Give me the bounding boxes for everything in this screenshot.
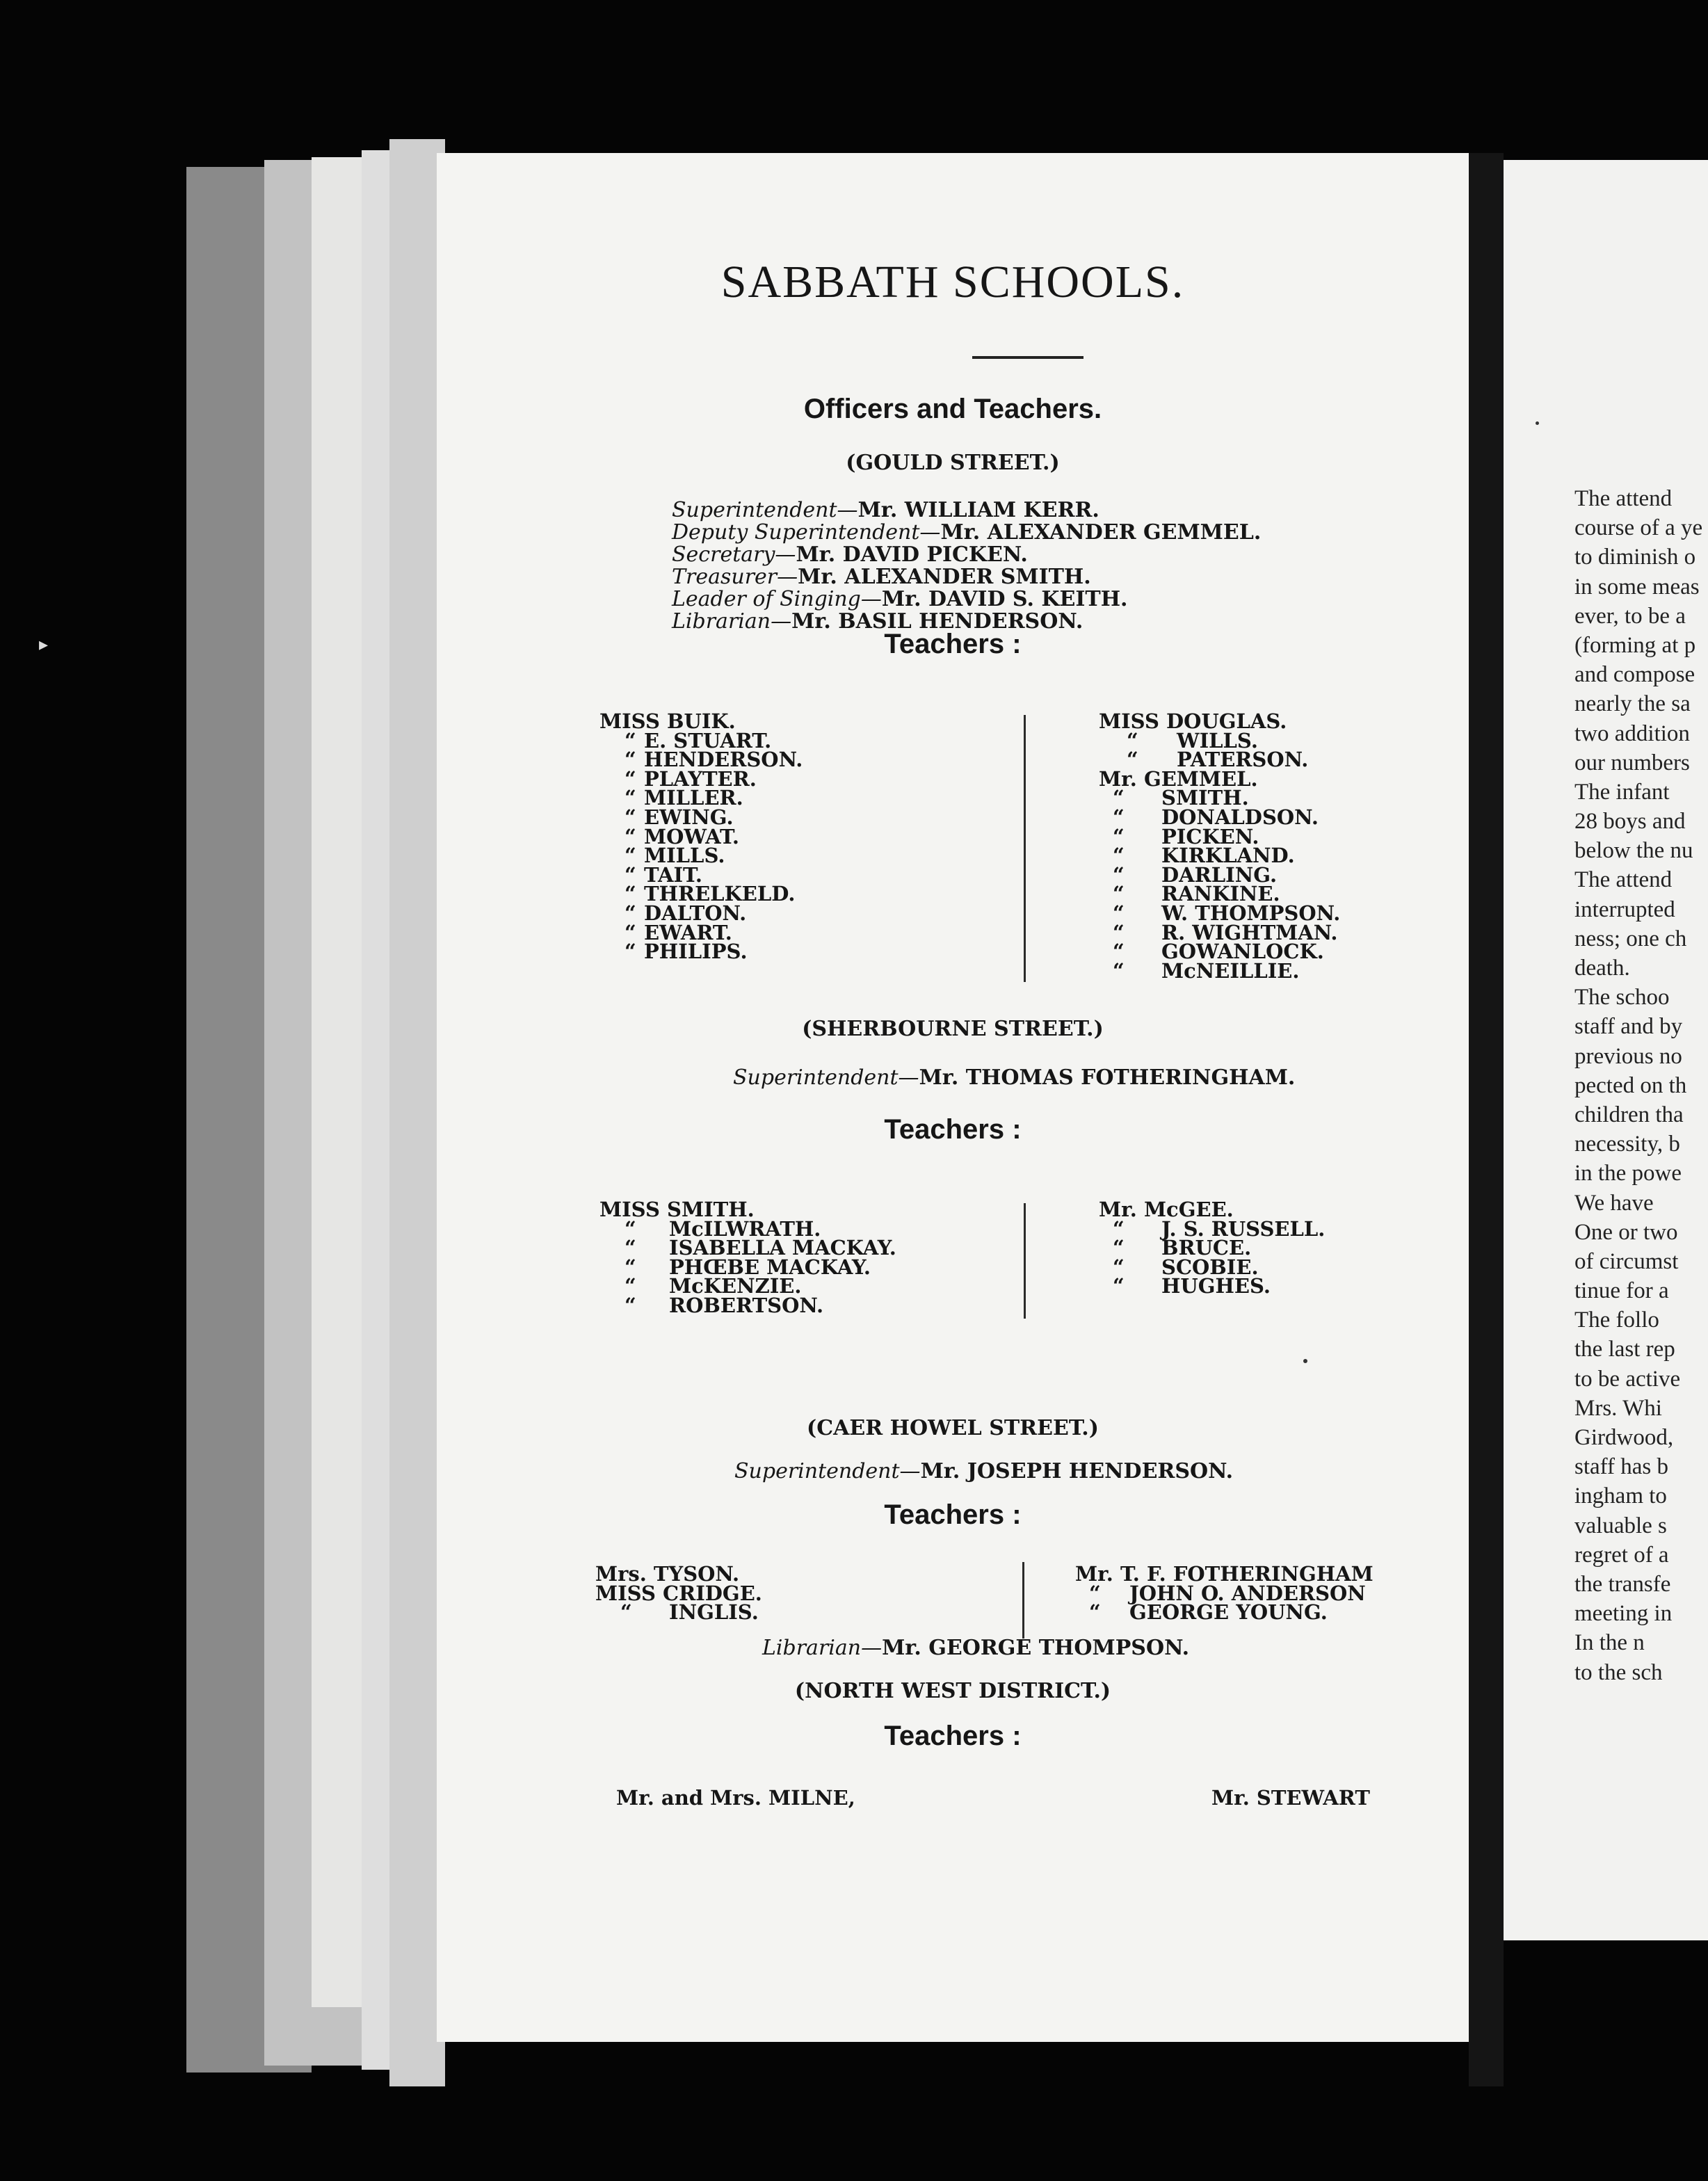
text-line: our numbers [1574, 750, 1690, 775]
text-line: the transfe [1574, 1571, 1671, 1597]
teacher-row: “ E. STUART. [625, 728, 772, 753]
caer-howel-street-heading: (CAER HOWEL STREET.) [807, 1416, 1099, 1440]
teacher-row: “ DONALDSON. [1113, 805, 1319, 829]
teachers-heading: Teachers : [884, 629, 1022, 659]
north-west-teacher-right: Mr. STEWART [1211, 1786, 1370, 1810]
teacher-row: “ HENDERSON. [625, 748, 803, 772]
text-line: In the n [1574, 1630, 1645, 1656]
text-line: The follo [1574, 1307, 1659, 1333]
text-line: One or two [1574, 1219, 1678, 1245]
column-divider [1024, 715, 1026, 982]
gould-teachers-left [599, 709, 803, 964]
officer-row: Superintendent—Mr. WILLIAM KERR. [672, 498, 1099, 522]
teacher-row: “ MILLER. [625, 786, 743, 810]
text-line: children tha [1574, 1102, 1684, 1127]
teacher-row: MISS CRIDGE. [595, 1581, 762, 1605]
text-line: nearly the sa [1574, 691, 1691, 717]
teacher-row: “ MILLS. [625, 844, 725, 868]
column-divider [1022, 1562, 1024, 1639]
teacher-row: “ HUGHES. [1113, 1274, 1271, 1298]
text-line: staff has b [1574, 1454, 1669, 1480]
teacher-row: “ TAIT. [625, 862, 702, 887]
teacher-row: “ JOHN O. ANDERSON [1089, 1581, 1366, 1605]
gould-street-heading: (GOULD STREET.) [846, 451, 1060, 475]
teacher-row: “ PLAYTER. [625, 766, 757, 791]
teacher-row: Mr. GEMMEL. [1099, 766, 1258, 791]
text-line: We have [1574, 1190, 1654, 1216]
text-line: below the nu [1574, 838, 1693, 864]
officer-row: Secretary—Mr. DAVID PICKEN. [672, 542, 1028, 567]
gould-teachers-right [1099, 709, 1341, 983]
facing-page-dot [1536, 421, 1539, 425]
text-line: and compose [1574, 662, 1695, 688]
text-line: The attend [1574, 486, 1673, 511]
teacher-row: “ PATERSON. [1127, 748, 1309, 772]
text-line: (forming at p [1574, 632, 1696, 658]
text-line: regret of a [1574, 1542, 1669, 1568]
main-page [437, 153, 1469, 2042]
subtitle: Officers and Teachers. [803, 394, 1102, 424]
officer-row: Treasurer—Mr. ALEXANDER SMITH. [672, 565, 1091, 589]
teacher-row: “ INGLIS. [620, 1600, 759, 1625]
text-line: necessity, b [1574, 1132, 1680, 1157]
teacher-row: MISS BUIK. [599, 709, 736, 733]
teacher-row: “ W. THOMPSON. [1113, 901, 1341, 925]
text-line: course of a ye [1574, 515, 1703, 541]
teacher-row: “ McKENZIE. [625, 1274, 802, 1298]
arrow-mark: ▸ [39, 634, 49, 655]
text-line: pected on th [1574, 1072, 1687, 1098]
sherbourne-superintendent: Superintendent—Mr. THOMAS FOTHERINGHAM. [733, 1065, 1296, 1090]
teacher-row: Mrs. TYSON. [595, 1562, 740, 1586]
sherbourne-teachers-left [599, 1200, 896, 1316]
teacher-row: “ GEORGE YOUNG. [1089, 1600, 1328, 1625]
text-line: tinue for a [1574, 1278, 1669, 1304]
teacher-row: “ WILLS. [1127, 728, 1258, 753]
text-line: Mrs. Whi [1574, 1395, 1662, 1421]
text-line: meeting in [1574, 1601, 1673, 1627]
teacher-row: “ KIRKLAND. [1113, 844, 1295, 868]
text-line: ingham to [1574, 1483, 1667, 1509]
teacher-row: “ EWING. [625, 805, 734, 829]
teacher-row: “ PHILIPS. [625, 940, 748, 964]
teacher-row: “ R. WIGHTMAN. [1113, 920, 1338, 944]
teacher-row: “ GOWANLOCK. [1113, 940, 1324, 964]
text-line: valuable s [1574, 1513, 1667, 1538]
column-divider [1024, 1203, 1026, 1319]
facing-page-text [1574, 484, 1702, 1687]
caer-howel-teachers-left [595, 1562, 762, 1625]
text-line: death. [1574, 956, 1630, 981]
sherbourne-street-heading: (SHERBOURNE STREET.) [802, 1017, 1104, 1041]
text-line: interrupted [1574, 896, 1675, 922]
text-line: in the powe [1574, 1161, 1682, 1186]
text-line: two addition [1574, 721, 1690, 746]
north-west-teacher-left: Mr. and Mrs. MILNE, [616, 1786, 855, 1810]
teacher-row: MISS SMITH. [599, 1198, 755, 1221]
teachers-heading: Teachers : [884, 1499, 1022, 1530]
teacher-row: “ ROBERTSON. [625, 1293, 824, 1317]
teacher-row: MISS DOUGLAS. [1099, 709, 1287, 733]
teacher-row: “ PICKEN. [1113, 824, 1259, 848]
teacher-row: “ ISABELLA MACKAY. [625, 1236, 896, 1260]
text-line: The attend [1574, 867, 1673, 893]
teacher-row: “ SCOBIE. [1113, 1255, 1259, 1279]
gould-officers [672, 499, 1261, 633]
text-line: of circumst [1574, 1248, 1679, 1274]
officer-row: Leader of Singing—Mr. DAVID S. KEITH. [672, 587, 1128, 611]
text-line: ever, to be a [1574, 603, 1686, 629]
text-line: previous no [1574, 1043, 1682, 1069]
teachers-heading: Teachers : [884, 1114, 1022, 1145]
sherbourne-teachers-right [1099, 1200, 1325, 1296]
teacher-row: “ EWART. [625, 920, 732, 944]
teacher-row: “ PHŒBE MACKAY. [625, 1255, 871, 1279]
text-line: in some meas [1574, 574, 1700, 599]
teacher-row: “ SMITH. [1113, 786, 1249, 810]
teacher-row: “ DALTON. [625, 901, 747, 925]
officer-row: Deputy Superintendent—Mr. ALEXANDER GEMMEL. [672, 520, 1262, 545]
north-west-district-heading: (NORTH WEST DISTRICT.) [794, 1679, 1111, 1703]
teacher-row: Mr. McGEE. [1099, 1198, 1234, 1221]
officer-row: Librarian—Mr. BASIL HENDERSON. [672, 609, 1083, 634]
stray-dot [1303, 1359, 1307, 1363]
book-gutter [1469, 153, 1504, 2086]
text-line: The schoo [1574, 985, 1670, 1011]
teacher-row: “ J. S. RUSSELL. [1113, 1216, 1326, 1241]
teacher-row: “ MOWAT. [625, 824, 739, 848]
title-rule [972, 356, 1083, 359]
caer-howel-librarian: Librarian—Mr. GEORGE THOMPSON. [762, 1636, 1190, 1660]
text-line: staff and by [1574, 1014, 1683, 1040]
text-line: the last rep [1574, 1337, 1675, 1362]
teachers-heading: Teachers : [884, 1721, 1022, 1751]
teacher-row: “ McILWRATH. [625, 1216, 821, 1241]
text-line: to diminish o [1574, 545, 1696, 570]
teacher-row: “ BRUCE. [1113, 1236, 1252, 1260]
text-line: to the sch [1574, 1659, 1663, 1685]
teacher-row: “ RANKINE. [1113, 882, 1280, 906]
teacher-row: “ THRELKELD. [625, 882, 796, 906]
caer-howel-teachers-right [1075, 1562, 1373, 1625]
text-line: 28 boys and [1574, 809, 1686, 835]
teacher-row: “ McNEILLIE. [1113, 958, 1300, 983]
text-line: Girdwood, [1574, 1425, 1674, 1450]
page-title: SABBATH SCHOOLS. [720, 257, 1185, 307]
teacher-row: “ DARLING. [1113, 862, 1278, 887]
teacher-row: Mr. T. F. FOTHERINGHAM [1075, 1562, 1373, 1586]
text-line: ness; one ch [1574, 926, 1687, 951]
text-line: to be active [1574, 1366, 1681, 1392]
text-line: The infant [1574, 779, 1670, 805]
caer-howel-superintendent: Superintendent—Mr. JOSEPH HENDERSON. [734, 1459, 1234, 1483]
